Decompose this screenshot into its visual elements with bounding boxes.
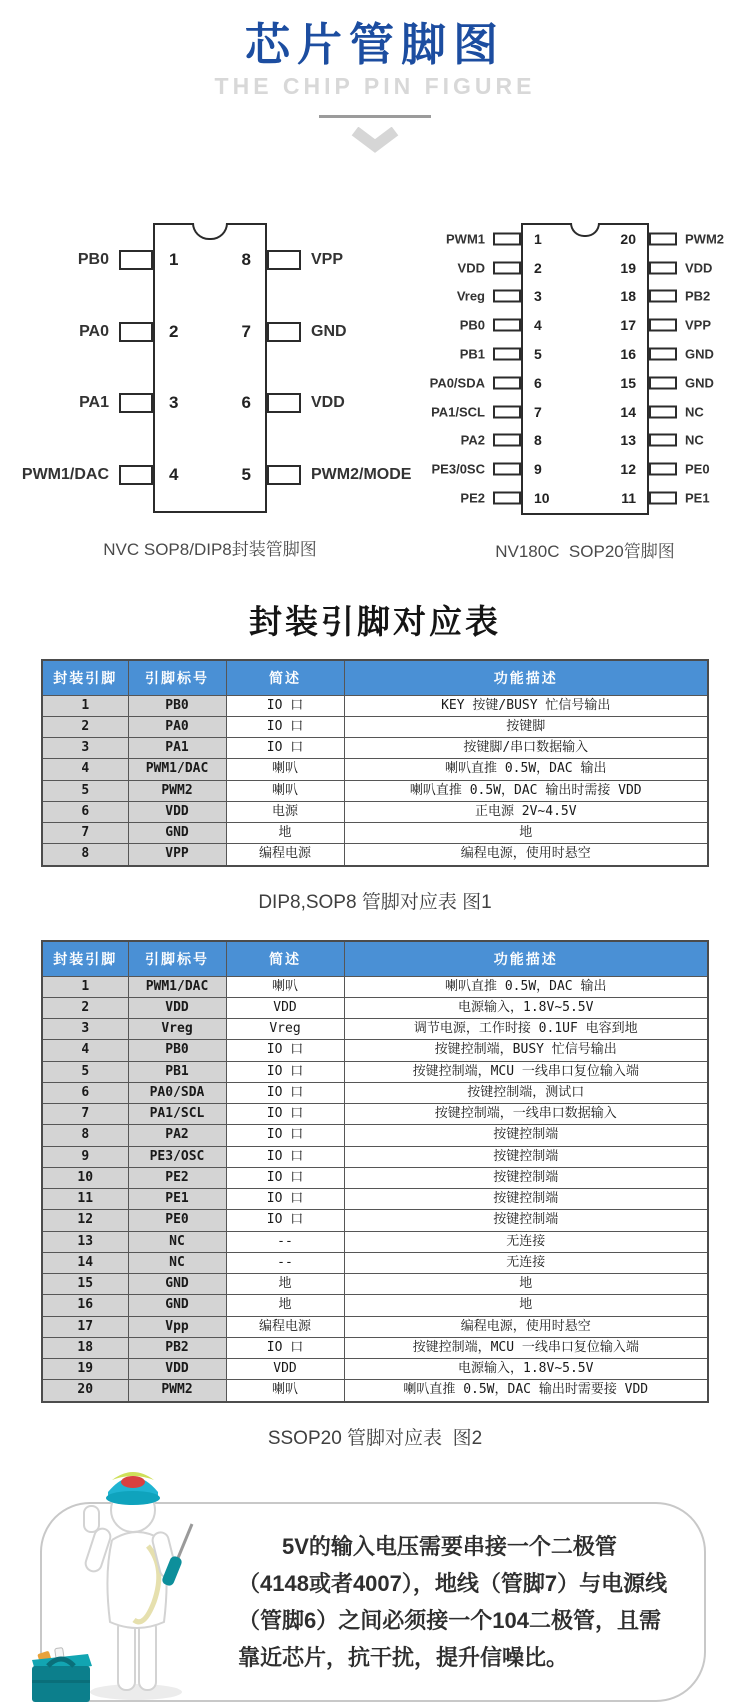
table-row — [42, 1061, 708, 1082]
table-caption: DIP8,SOP8 管脚对应表 图1 — [258, 891, 492, 913]
table-cell: IO 口 — [226, 1210, 344, 1231]
pin-stub — [493, 348, 521, 361]
chip-caption: NVC SOP8/DIP8封装管脚图 — [103, 539, 317, 559]
pin-row — [457, 253, 713, 282]
note-text: 5V的输入电压需要串接一个二极管（4148或者4007），地线（管脚7）与电源线（管脚6）之间必须接一个104二极管，且需靠近芯片，抗干扰，提升信噪比。 — [238, 1533, 668, 1670]
pin-label: PB0 — [77, 251, 109, 269]
table-cell: PE3/OSC — [128, 1146, 226, 1167]
table-cell: Vpp — [128, 1316, 226, 1337]
table-cell: IO 口 — [226, 1061, 344, 1082]
table-cell: VDD — [128, 997, 226, 1018]
table-cell: PWM1/DAC — [128, 759, 226, 780]
table-row — [42, 1252, 708, 1273]
table-cell: PA2 — [128, 1125, 226, 1146]
pin-stub — [649, 232, 677, 245]
pin-stub — [493, 261, 521, 274]
table-cell: 按键控制端，BUSY 忙信号输出 — [344, 1040, 708, 1061]
table-cell: 18 — [42, 1337, 128, 1358]
table-row — [42, 1274, 708, 1295]
pin-label: Vreg — [456, 288, 485, 304]
table-cell: IO 口 — [226, 1040, 344, 1061]
page-subtitle: THE CHIP PIN FIGURE — [214, 72, 536, 99]
table-cell: 17 — [42, 1316, 128, 1337]
table-row — [42, 1040, 708, 1061]
pin-stub — [493, 319, 521, 332]
pin-row — [21, 439, 412, 511]
table-cell: 按键控制端 — [344, 1167, 708, 1188]
pin-row — [431, 397, 704, 426]
table-cell: 7 — [42, 823, 128, 844]
pin-stub — [649, 492, 677, 505]
pin-row — [431, 455, 710, 484]
pin-row — [446, 225, 724, 254]
table-cell: Vreg — [226, 1019, 344, 1040]
table-row — [42, 738, 708, 759]
pin-row — [429, 368, 714, 397]
table-cell: NC — [128, 1252, 226, 1273]
pin-stub — [267, 465, 301, 485]
table-row — [42, 1337, 708, 1358]
table-cell: 6 — [42, 801, 128, 822]
table-cell: 无连接 — [344, 1252, 708, 1273]
table-cell: 7 — [42, 1104, 128, 1125]
table-cell: 按键控制端 — [344, 1125, 708, 1146]
chip-caption: NV180C SOP20管脚图 — [495, 541, 675, 561]
table-cell: 4 — [42, 1040, 128, 1061]
table-row — [42, 1019, 708, 1040]
table-cell: IO 口 — [226, 738, 344, 759]
table-cell: 8 — [42, 1125, 128, 1146]
table-cell: PB0 — [128, 1040, 226, 1061]
pin-number: 15 — [620, 374, 636, 391]
pin-label: PE3/0SC — [431, 461, 485, 477]
pin-label: PA0/SDA — [429, 375, 485, 391]
table-cell: 电源 — [226, 801, 344, 822]
table-cell: KEY 按键/BUSY 忙信号输出 — [344, 695, 708, 716]
pin-row — [79, 296, 347, 368]
pin-stub — [649, 376, 677, 389]
table-caption: SSOP20 管脚对应表 图2 — [267, 1427, 483, 1449]
chip-body — [429, 223, 724, 515]
table-cell: 按键控制端，MCU 一线串口复位输入端 — [344, 1061, 708, 1082]
table-cell: 电源输入，1.8V~5.5V — [344, 1359, 708, 1380]
pin-number: 14 — [620, 403, 636, 420]
table-cell: 6 — [42, 1082, 128, 1103]
table-cell: 10 — [42, 1167, 128, 1188]
table-row — [42, 844, 708, 866]
table-row — [42, 1167, 708, 1188]
table-row — [42, 1125, 708, 1146]
pin-number: 5 — [534, 346, 542, 363]
pin-number: 17 — [620, 317, 636, 334]
pin-number: 12 — [620, 461, 636, 478]
table-cell: PB2 — [128, 1337, 226, 1358]
pin-number: 1 — [169, 250, 179, 270]
pin-row — [77, 225, 344, 297]
table-cell: IO 口 — [226, 1337, 344, 1358]
pin-number: 6 — [534, 374, 542, 391]
pin-label: PB0 — [459, 317, 485, 333]
pin-stub — [493, 492, 521, 505]
table-cell: 地 — [344, 1274, 708, 1295]
pin-number: 4 — [169, 464, 179, 484]
pin-label: VDD — [311, 394, 345, 412]
table-cell: PB0 — [128, 695, 226, 716]
table-cell: 编程电源，使用时悬空 — [344, 844, 708, 866]
pin-stub — [649, 319, 677, 332]
page-header — [0, 0, 750, 155]
column-header: 引脚标号 — [128, 941, 226, 977]
table-cell: VDD — [128, 801, 226, 822]
table-cell: 9 — [42, 1146, 128, 1167]
table-cell: IO 口 — [226, 1125, 344, 1146]
pin-label: PWM1 — [446, 231, 485, 247]
pin-number: 5 — [241, 464, 251, 484]
table-cell: 编程电源 — [226, 844, 344, 866]
pin-stub — [649, 463, 677, 476]
pin-label: PE2 — [460, 490, 485, 506]
pin-stub — [493, 463, 521, 476]
table-cell: 8 — [42, 844, 128, 866]
pin-stub — [493, 434, 521, 447]
table-cell: 按键控制端，测试口 — [344, 1082, 708, 1103]
pin-row — [456, 282, 711, 311]
table-cell: 地 — [344, 1295, 708, 1316]
table-cell: 地 — [226, 823, 344, 844]
table-cell: 电源输入，1.8V~5.5V — [344, 997, 708, 1018]
table-cell: GND — [128, 1295, 226, 1316]
table-cell: 5 — [42, 780, 128, 801]
pin-number: 2 — [169, 321, 179, 341]
table-cell: 调节电源，工作时接 0.1UF 电容到地 — [344, 1019, 708, 1040]
pin-label: VPP — [311, 251, 344, 269]
table-cell: PA0/SDA — [128, 1082, 226, 1103]
table-row — [42, 1295, 708, 1316]
pin-label: PE1 — [685, 490, 710, 506]
table-row — [42, 1082, 708, 1103]
pin-stub — [493, 376, 521, 389]
table-cell: 按键控制端 — [344, 1189, 708, 1210]
chip-figure-sop20 — [420, 223, 750, 562]
table-cell: IO 口 — [226, 1167, 344, 1188]
table-cell: 按键控制端，一线串口数据输入 — [344, 1104, 708, 1125]
pin-label: PA2 — [460, 432, 485, 448]
table-cell: 3 — [42, 738, 128, 759]
pin-stub — [649, 434, 677, 447]
table-cell: 喇叭 — [226, 780, 344, 801]
pin-number: 16 — [620, 346, 636, 363]
table-cell: 编程电源 — [226, 1316, 344, 1337]
table-cell: 喇叭直推 0.5W，DAC 输出 — [344, 976, 708, 997]
table-cell: GND — [128, 1274, 226, 1295]
table-cell: 喇叭 — [226, 976, 344, 997]
pin-table-ssop20 — [41, 940, 709, 1403]
pin-label: GND — [685, 375, 714, 391]
section-title: 封装引脚对应表 — [249, 602, 501, 640]
pin-stub — [267, 393, 301, 413]
chevron-down-icon — [0, 127, 750, 155]
table-cell: IO 口 — [226, 1146, 344, 1167]
pin-stub — [119, 393, 153, 413]
pin-number: 8 — [241, 250, 251, 270]
table-cell: VDD — [226, 997, 344, 1018]
table-row — [42, 1359, 708, 1380]
pin-row — [459, 340, 714, 369]
table-row — [42, 1210, 708, 1231]
table-cell: PA1/SCL — [128, 1104, 226, 1125]
pin-number: 3 — [534, 288, 542, 305]
table-cell: 无连接 — [344, 1231, 708, 1252]
pin-table-dip8-sop8 — [41, 659, 709, 867]
table-cell: 按键脚 — [344, 716, 708, 737]
table-cell: 按键控制端 — [344, 1210, 708, 1231]
table-row — [42, 823, 708, 844]
pin-stub — [649, 348, 677, 361]
table-cell: 喇叭直推 0.5W，DAC 输出 — [344, 759, 708, 780]
table-cell: 11 — [42, 1189, 128, 1210]
column-header: 功能描述 — [344, 941, 708, 977]
chip-figure-sop8 — [0, 223, 420, 562]
pin-number: 1 — [534, 230, 542, 247]
table-cell: 按键脚/串口数据输入 — [344, 738, 708, 759]
table-row — [42, 1380, 708, 1402]
pin-number: 13 — [620, 432, 636, 449]
pin-stub — [493, 232, 521, 245]
pin-label: PB2 — [685, 288, 711, 304]
chip-diagrams — [0, 223, 750, 562]
table-cell: 4 — [42, 759, 128, 780]
table-cell: PE2 — [128, 1167, 226, 1188]
table-row — [42, 695, 708, 716]
pin-stub — [649, 261, 677, 274]
pin-label: VDD — [685, 260, 713, 276]
pin-number: 19 — [620, 259, 636, 276]
page-title: 芯片管脚图 — [244, 19, 505, 70]
table-cell: IO 口 — [226, 1082, 344, 1103]
table-cell: 3 — [42, 1019, 128, 1040]
table-cell: GND — [128, 823, 226, 844]
column-header: 功能描述 — [344, 660, 708, 696]
column-header: 简述 — [226, 660, 344, 696]
table-cell: VPP — [128, 844, 226, 866]
pin-number: 7 — [534, 403, 542, 420]
pin-number: 11 — [621, 490, 636, 507]
table-row — [42, 1316, 708, 1337]
table-cell: IO 口 — [226, 716, 344, 737]
table-cell: PWM2 — [128, 1380, 226, 1402]
table-cell: 20 — [42, 1380, 128, 1402]
table-cell: 13 — [42, 1231, 128, 1252]
table-cell: NC — [128, 1231, 226, 1252]
table-cell: 地 — [226, 1295, 344, 1316]
pin-row — [460, 426, 704, 455]
table-header-row — [42, 941, 708, 977]
table-cell: -- — [226, 1252, 344, 1273]
pin-number: 8 — [534, 432, 542, 449]
pin-number: 9 — [534, 461, 542, 478]
column-header: 封装引脚 — [42, 660, 128, 696]
table-cell: IO 口 — [226, 695, 344, 716]
table-cell: PE1 — [128, 1189, 226, 1210]
table-cell: 按键控制端 — [344, 1146, 708, 1167]
pin-row — [79, 368, 345, 440]
pin-number: 7 — [241, 321, 251, 341]
table-row — [42, 1231, 708, 1252]
pin-label: GND — [685, 346, 714, 362]
pin-label: PB1 — [459, 346, 485, 362]
table-cell: 编程电源，使用时悬空 — [344, 1316, 708, 1337]
table-cell: 2 — [42, 997, 128, 1018]
pin-stub — [649, 405, 677, 418]
toolbox-icon — [32, 1647, 92, 1701]
table-header-row — [42, 660, 708, 696]
table-cell: VDD — [226, 1359, 344, 1380]
table-cell: Vreg — [128, 1019, 226, 1040]
column-header: 简述 — [226, 941, 344, 977]
pin-label: VDD — [457, 260, 485, 276]
pin-stub — [119, 322, 153, 342]
pin-label: PWM2/MODE — [311, 465, 412, 483]
table-cell: 地 — [226, 1274, 344, 1295]
pin-number: 6 — [241, 393, 251, 413]
pin-number: 3 — [169, 393, 179, 413]
table-cell: 地 — [344, 823, 708, 844]
table-cell: 1 — [42, 695, 128, 716]
pin-label: PE0 — [685, 461, 710, 477]
pin-label: NC — [685, 432, 704, 448]
table-cell: 14 — [42, 1252, 128, 1273]
table-row — [42, 1189, 708, 1210]
table-cell: 12 — [42, 1210, 128, 1231]
table-cell: 1 — [42, 976, 128, 997]
pin-label: PA1/SCL — [431, 404, 485, 420]
pin-row — [459, 311, 712, 340]
pin-stub — [649, 290, 677, 303]
table-row — [42, 759, 708, 780]
table-row — [42, 780, 708, 801]
table-cell: VDD — [128, 1359, 226, 1380]
table-cell: 喇叭 — [226, 759, 344, 780]
table-cell: 19 — [42, 1359, 128, 1380]
pin-stub — [119, 465, 153, 485]
table-cell: 喇叭直推 0.5W，DAC 输出时需要接 VDD — [344, 1380, 708, 1402]
table-cell: PE0 — [128, 1210, 226, 1231]
table-cell: 按键控制端，MCU 一线串口复位输入端 — [344, 1337, 708, 1358]
table-row — [42, 997, 708, 1018]
table-row — [42, 1104, 708, 1125]
table-cell: IO 口 — [226, 1104, 344, 1125]
pin-stub — [119, 250, 153, 270]
column-header: 封装引脚 — [42, 941, 128, 977]
table-cell: PA1 — [128, 738, 226, 759]
pin-label: PWM2 — [685, 231, 724, 247]
table-cell: 15 — [42, 1274, 128, 1295]
column-header: 引脚标号 — [128, 660, 226, 696]
pin-stub — [267, 322, 301, 342]
divider-line — [319, 115, 431, 118]
pin-label: PWM1/DAC — [21, 465, 109, 483]
table-cell: -- — [226, 1231, 344, 1252]
table-cell: 喇叭 — [226, 1380, 344, 1402]
table-cell: 2 — [42, 716, 128, 737]
table-cell: PB1 — [128, 1061, 226, 1082]
mascot-engineer-illustration — [26, 1462, 238, 1706]
pin-number: 10 — [534, 490, 550, 507]
table-row — [42, 1146, 708, 1167]
pin-label: PA0 — [79, 322, 109, 340]
pin-stub — [493, 405, 521, 418]
table-cell: 5 — [42, 1061, 128, 1082]
table-cell: PWM2 — [128, 780, 226, 801]
pin-label: GND — [311, 322, 347, 340]
table-row — [42, 801, 708, 822]
table-cell: PA0 — [128, 716, 226, 737]
chip-body — [21, 223, 412, 513]
pin-label: VPP — [685, 317, 712, 333]
table-cell: 正电源 2V~4.5V — [344, 801, 708, 822]
pin-number: 20 — [620, 230, 636, 247]
table-row — [42, 716, 708, 737]
pin-number: 4 — [534, 317, 542, 334]
pin-label: NC — [685, 404, 704, 420]
table-cell: PWM1/DAC — [128, 976, 226, 997]
table-cell: 喇叭直推 0.5W，DAC 输出时需接 VDD — [344, 780, 708, 801]
pin-stub — [267, 250, 301, 270]
table-cell: 16 — [42, 1295, 128, 1316]
pin-number: 18 — [620, 288, 636, 305]
cap-icon — [106, 1472, 160, 1505]
table-cell: IO 口 — [226, 1189, 344, 1210]
pin-stub — [493, 290, 521, 303]
note-section — [40, 1502, 706, 1702]
pin-row — [460, 484, 710, 513]
pin-number: 2 — [534, 259, 542, 276]
pin-label: PA1 — [79, 394, 109, 412]
table-row — [42, 976, 708, 997]
